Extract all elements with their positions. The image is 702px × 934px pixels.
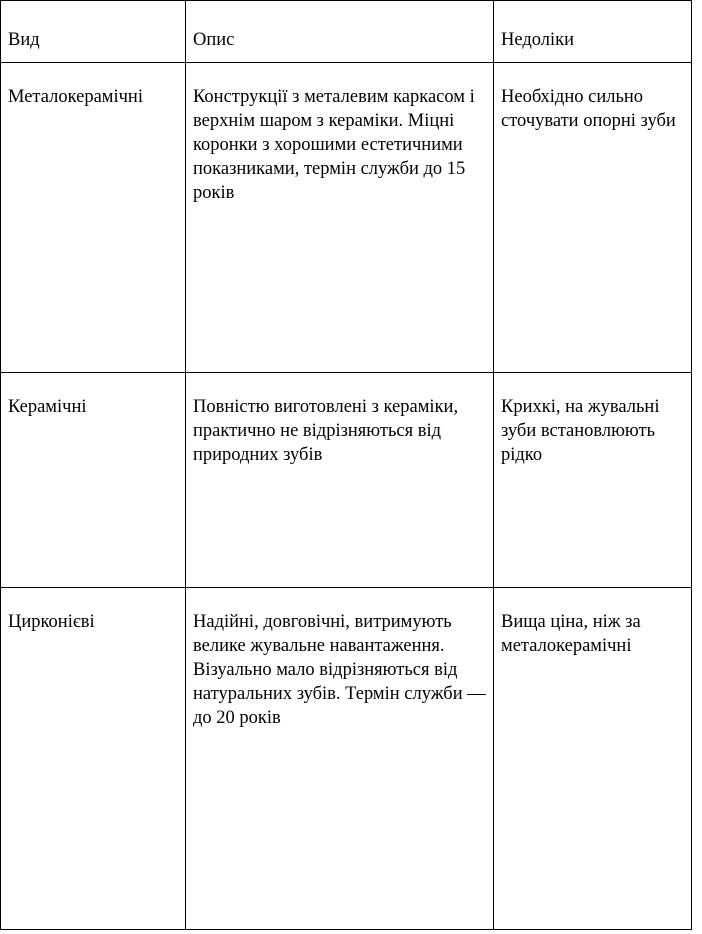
header-description-label: Опис	[193, 30, 235, 50]
description-text: Конструкції з металевим каркасом і верхнім шаром з кераміки. Міцні коронки з хорошими естетичними показниками, термін служби до 15 років	[193, 87, 475, 203]
header-drawbacks-label: Недоліки	[501, 30, 575, 50]
cell-drawbacks	[494, 588, 692, 930]
table-row	[1, 63, 692, 373]
table-row	[1, 373, 692, 588]
cell-description	[186, 63, 494, 373]
header-cell-drawbacks	[494, 1, 692, 63]
cell-description	[186, 588, 494, 930]
cell-drawbacks	[494, 373, 692, 588]
description-text: Повністю виготовлені з кераміки, практично не відрізняються від природних зубів	[193, 397, 459, 465]
header-cell-description	[186, 1, 494, 63]
drawbacks-text: Необхідно сильно сточувати опорні зуби	[501, 87, 676, 131]
type-text: Цирконієві	[8, 612, 95, 632]
header-type-label: Вид	[8, 30, 40, 50]
header-cell-type	[1, 1, 186, 63]
cell-description	[186, 373, 494, 588]
type-text: Керамічні	[8, 397, 87, 417]
cell-type	[1, 588, 186, 930]
cell-type	[1, 373, 186, 588]
drawbacks-text: Вища ціна, ніж за металокерамічні	[501, 612, 641, 656]
table-header-row	[1, 1, 692, 63]
table-row	[1, 588, 692, 930]
cell-drawbacks	[494, 63, 692, 373]
description-text: Надійні, довговічні, витримують велике жувальне навантаження. Візуально мало відрізняються від натуральних зубів. Термін служби — до 20 років	[193, 612, 486, 728]
cell-type	[1, 63, 186, 373]
type-text: Металокерамічні	[8, 87, 143, 107]
drawbacks-text: Крихкі, на жувальні зуби встановлюють рідко	[501, 397, 660, 465]
